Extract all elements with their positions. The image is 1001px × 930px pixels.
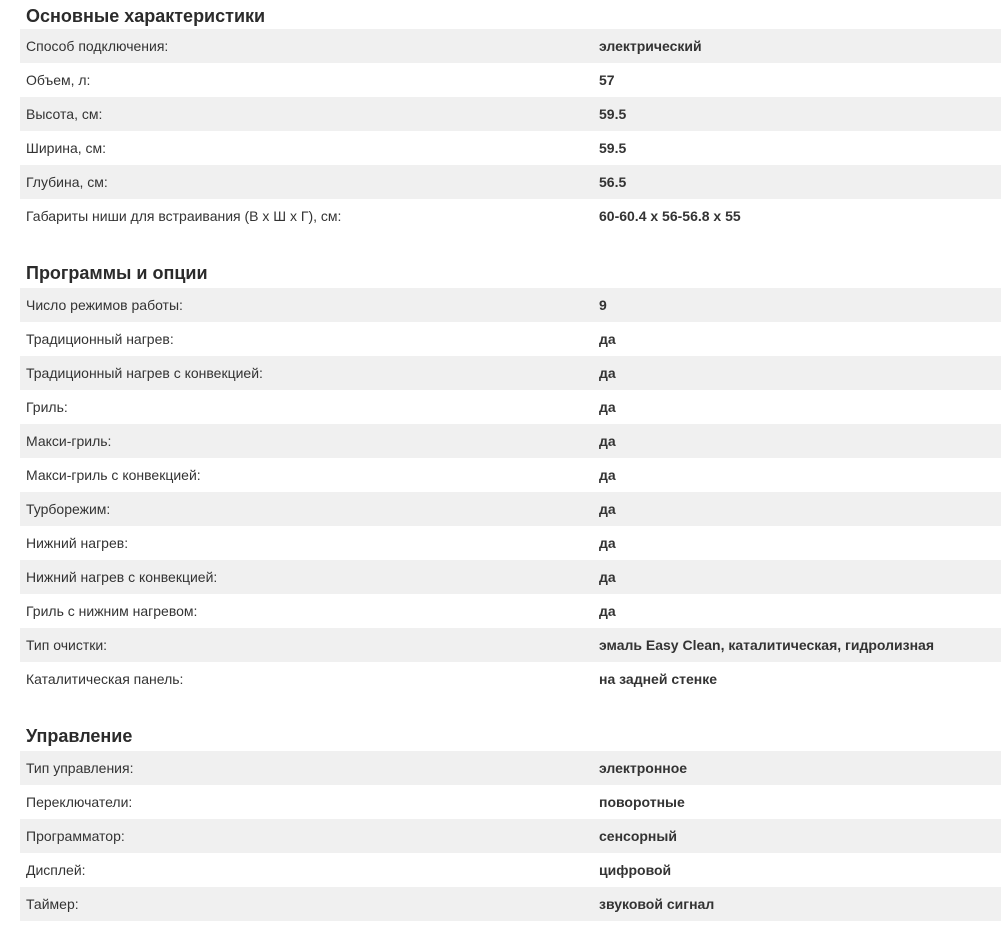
spec-value: эмаль Easy Clean, каталитическая, гидролизная	[599, 637, 934, 653]
spec-table	[20, 29, 1001, 233]
spec-value: да	[599, 433, 616, 449]
spec-value: 59.5	[599, 106, 627, 122]
spec-row	[20, 424, 1001, 458]
spec-label: Способ подключения:	[26, 38, 169, 54]
spec-value: 56.5	[599, 174, 627, 190]
spec-label: Объем, л:	[26, 72, 91, 88]
spec-row	[20, 165, 1001, 199]
spec-row	[20, 853, 1001, 887]
spec-row	[20, 662, 1001, 696]
spec-label: Традиционный нагрев с конвекцией:	[26, 365, 263, 381]
spec-label: Ширина, см:	[26, 140, 107, 156]
spec-label: Тип управления:	[26, 760, 134, 776]
spec-value: цифровой	[599, 862, 672, 878]
spec-label: Дисплей:	[26, 862, 86, 878]
spec-value: 9	[599, 297, 607, 313]
section-control	[20, 717, 1001, 921]
spec-label: Макси-гриль:	[26, 433, 112, 449]
spec-value: на задней стенке	[599, 671, 717, 687]
section-title: Управление	[26, 726, 133, 746]
spec-value: да	[599, 535, 616, 551]
spec-table	[20, 288, 1001, 696]
spec-row	[20, 322, 1001, 356]
spec-label: Глубина, см:	[26, 174, 108, 190]
spec-row	[20, 356, 1001, 390]
spec-value: да	[599, 365, 616, 381]
spec-label: Гриль с нижним нагревом:	[26, 603, 198, 619]
spec-table	[20, 751, 1001, 921]
spec-label: Число режимов работы:	[26, 297, 183, 313]
spec-label: Гриль:	[26, 399, 68, 415]
spec-label: Традиционный нагрев:	[26, 331, 174, 347]
spec-row	[20, 97, 1001, 131]
spec-value: сенсорный	[599, 828, 677, 844]
spec-label: Габариты ниши для встраивания (В х Ш х Г), см:	[26, 208, 342, 224]
spec-row	[20, 751, 1001, 785]
spec-value: 57	[599, 72, 615, 88]
spec-label: Турборежим:	[26, 501, 111, 517]
spec-value: 59.5	[599, 140, 627, 156]
spec-value: электрический	[599, 38, 702, 54]
spec-value: да	[599, 399, 616, 415]
spec-label: Высота, см:	[26, 106, 103, 122]
spec-row	[20, 458, 1001, 492]
spec-label: Тип очистки:	[26, 637, 108, 653]
spec-row	[20, 131, 1001, 165]
spec-label: Макси-гриль с конвекцией:	[26, 467, 201, 483]
spec-row	[20, 594, 1001, 628]
spec-row	[20, 63, 1001, 97]
spec-label: Переключатели:	[26, 794, 133, 810]
spec-value: да	[599, 603, 616, 619]
spec-value: электронное	[599, 760, 688, 776]
spec-label: Таймер:	[26, 896, 79, 912]
spec-row	[20, 819, 1001, 853]
spec-value: поворотные	[599, 794, 685, 810]
spec-label: Нижний нагрев:	[26, 535, 129, 551]
spec-row	[20, 526, 1001, 560]
section-title: Программы и опции	[26, 263, 208, 283]
section-title: Основные характеристики	[26, 6, 266, 26]
spec-label: Нижний нагрев с конвекцией:	[26, 569, 218, 585]
spec-row	[20, 29, 1001, 63]
spec-row	[20, 887, 1001, 921]
spec-value: звуковой сигнал	[599, 896, 715, 912]
spec-value: да	[599, 467, 616, 483]
spec-row	[20, 785, 1001, 819]
spec-value: да	[599, 501, 616, 517]
spec-label: Каталитическая панель:	[26, 671, 184, 687]
spec-value: 60-60.4 x 56-56.8 x 55	[599, 208, 741, 224]
spec-row	[20, 390, 1001, 424]
spec-row	[20, 199, 1001, 233]
spec-row	[20, 288, 1001, 322]
spec-row	[20, 492, 1001, 526]
section-main-characteristics	[20, 0, 1001, 233]
section-programs-options	[20, 254, 1001, 696]
spec-row	[20, 560, 1001, 594]
spec-value: да	[599, 569, 616, 585]
spec-value: да	[599, 331, 616, 347]
spec-label: Программатор:	[26, 828, 125, 844]
spec-row	[20, 628, 1001, 662]
